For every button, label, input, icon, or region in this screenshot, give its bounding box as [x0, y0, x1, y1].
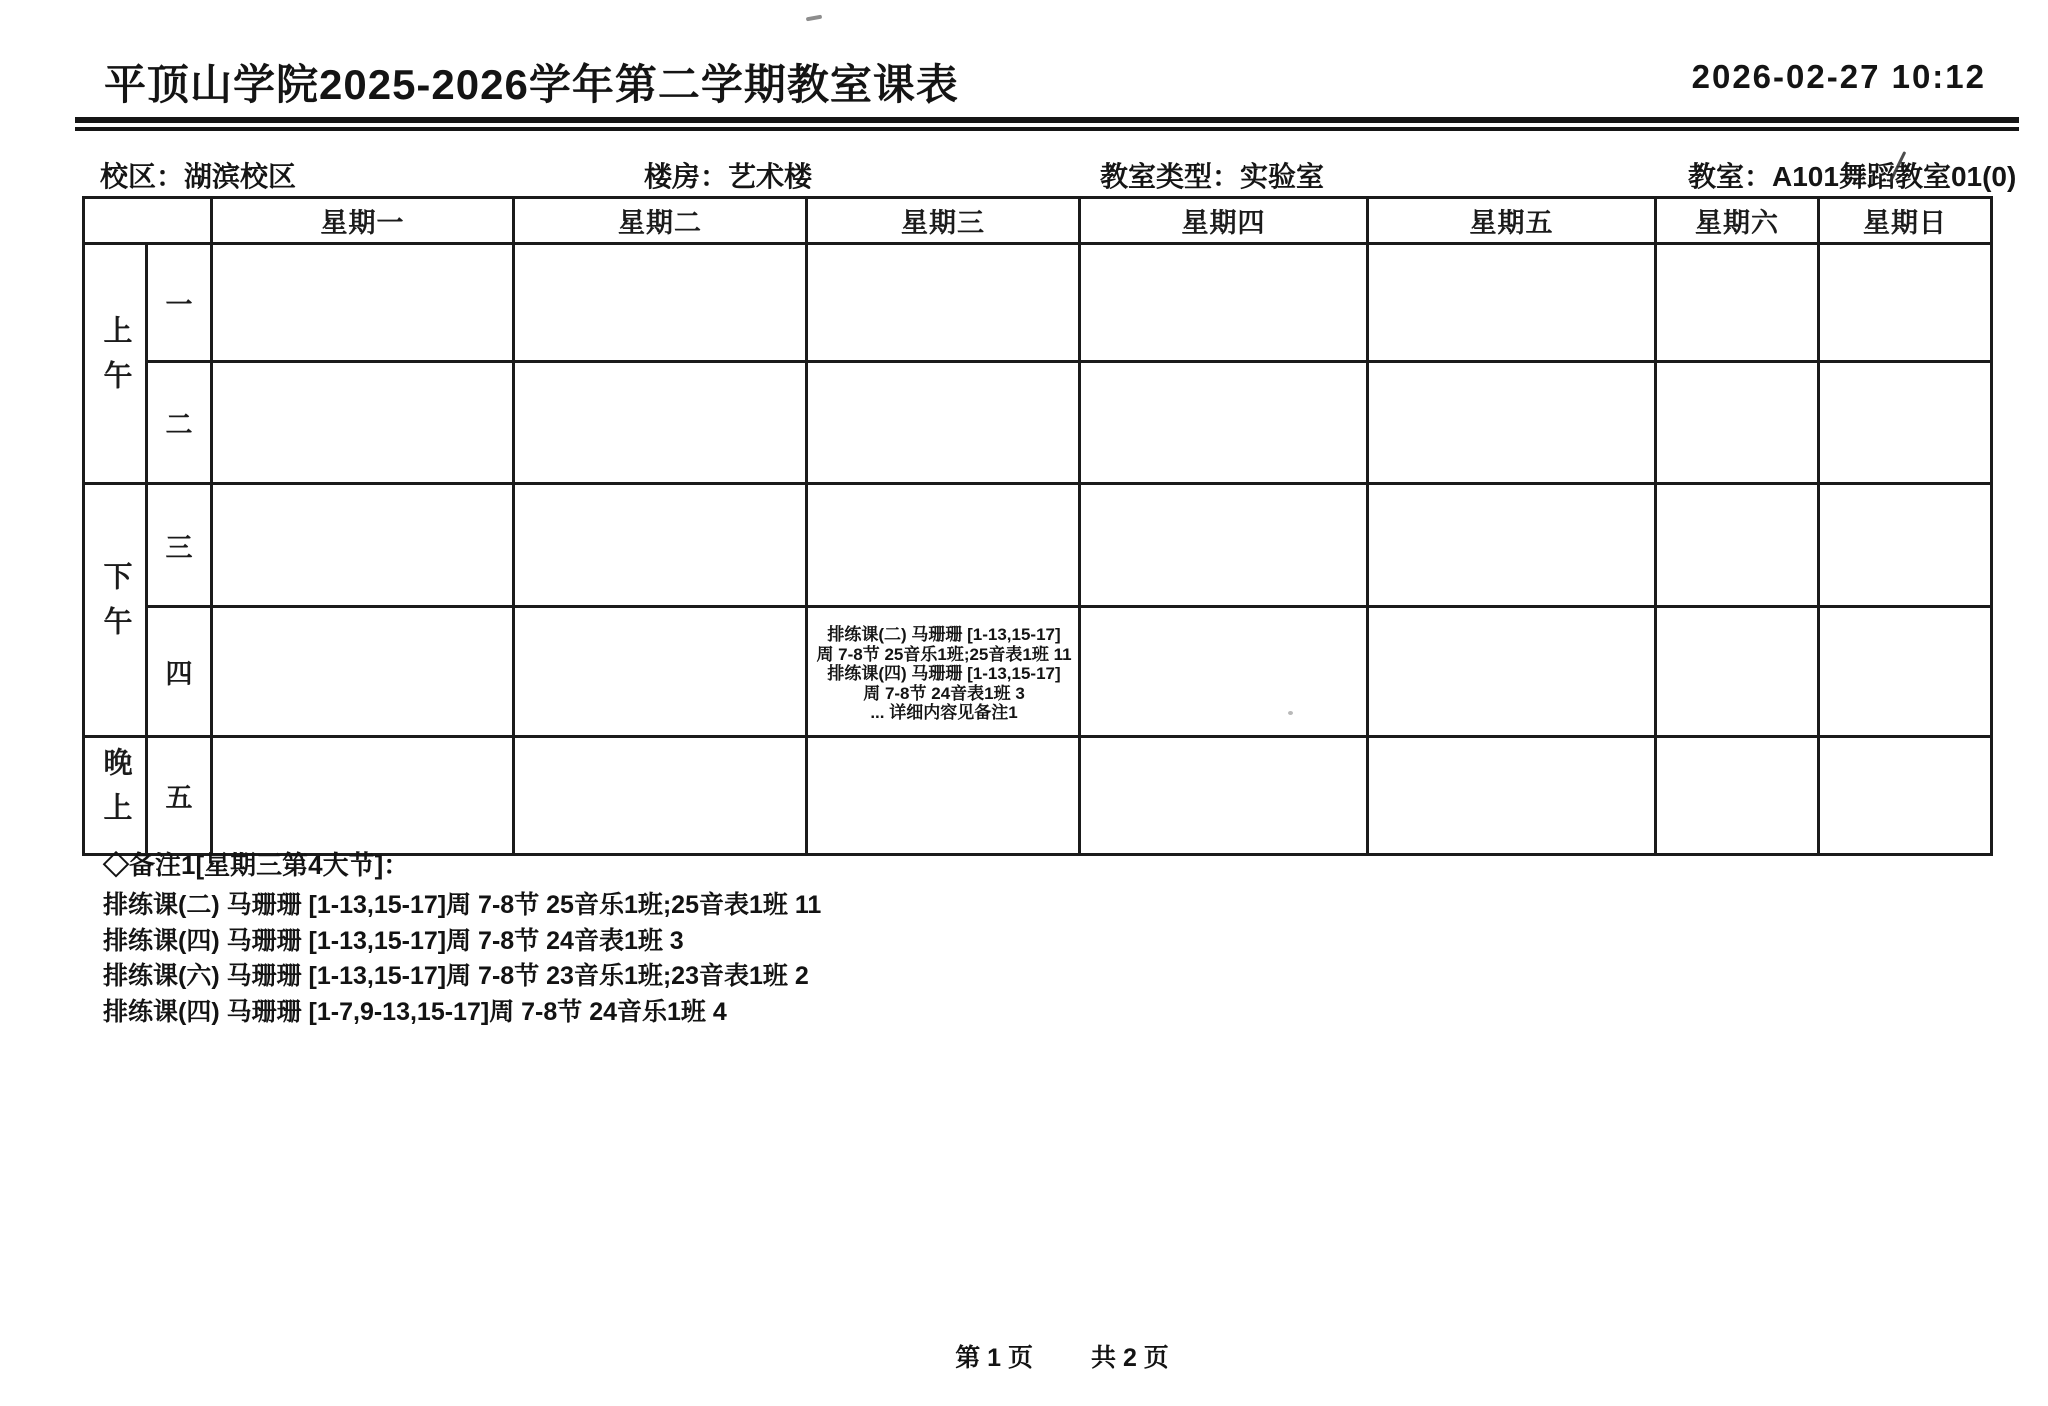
session-group-evening [84, 737, 147, 855]
timetable-row [84, 362, 1992, 484]
timetable-cell [1080, 607, 1368, 737]
timetable-cell [807, 484, 1080, 607]
day-header-sunday: 星期日 [1819, 198, 1992, 244]
remark-line: 排练课(二) 马珊珊 [1-13,15-17]周 7-8节 25音乐1班;25音表1班 11 [103, 891, 822, 919]
timetable-cell [1368, 484, 1656, 607]
room-type-field: 教室类型：实验室 [1100, 161, 1325, 192]
timetable-cell [1656, 737, 1819, 855]
timetable-cell [1656, 484, 1819, 607]
timetable-cell [1656, 607, 1819, 737]
day-header-friday: 星期五 [1368, 198, 1656, 244]
print-timestamp: 2026-02-27 10:12 [1691, 58, 1986, 95]
timetable-cell [1080, 484, 1368, 607]
period-label-2: 二 [147, 362, 212, 484]
timetable-cell [514, 737, 807, 855]
timetable-cell [514, 607, 807, 737]
timetable-cell [1080, 244, 1368, 362]
day-header-thursday: 星期四 [1080, 198, 1368, 244]
title-divider-rule [75, 117, 2019, 131]
day-header-monday: 星期一 [212, 198, 514, 244]
day-header-saturday: 星期六 [1656, 198, 1819, 244]
timetable-cell [212, 607, 514, 737]
session-group-morning [84, 244, 147, 484]
timetable-cell [807, 737, 1080, 855]
timetable-cell [212, 244, 514, 362]
timetable-grid [82, 196, 1993, 856]
remark-line: 排练课(四) 马珊珊 [1-13,15-17]周 7-8节 24音表1班 3 [103, 926, 684, 955]
timetable-cell [1368, 244, 1656, 362]
current-page-indicator: 第 1 页 [955, 1344, 1033, 1372]
session-group-label: 下午 [99, 561, 132, 651]
session-group-afternoon [84, 484, 147, 737]
scan-artifact-dash [806, 15, 822, 22]
schedule-entry-line: 排练课(四) 马珊珊 [1-13,15-17] [827, 664, 1061, 684]
scan-artifact-dot [1288, 711, 1293, 715]
timetable-cell [1368, 607, 1656, 737]
timetable-cell [212, 362, 514, 484]
campus-field: 校区：湖滨校区 [100, 161, 297, 192]
schedule-entry-cell-wed-4 [807, 607, 1080, 737]
period-label-5: 五 [147, 737, 212, 855]
timetable-cell [514, 244, 807, 362]
timetable-cell [807, 244, 1080, 362]
schedule-entry-line: 排练课(二) 马珊珊 [1-13,15-17] [827, 625, 1061, 645]
period-label-4: 四 [147, 607, 212, 737]
corner-cell [84, 198, 212, 244]
timetable-cell [1819, 737, 1992, 855]
timetable-cell [807, 362, 1080, 484]
timetable-cell [514, 362, 807, 484]
timetable-cell [212, 737, 514, 855]
timetable-cell [212, 484, 514, 607]
timetable-cell [1819, 244, 1992, 362]
remark-line: 排练课(六) 马珊珊 [1-13,15-17]周 7-8节 23音乐1班;23音表1班 2 [103, 962, 809, 990]
schedule-entry-line: 周 7-8节 24音表1班 3 [863, 683, 1025, 703]
remarks-heading: ◇备注1[星期三第4大节]： [103, 850, 410, 880]
timetable-cell [1656, 244, 1819, 362]
schedule-entry-line: 周 7-8节 25音乐1班;25音表1班 11 [816, 644, 1072, 664]
timetable-cell [514, 484, 807, 607]
timetable-cell [1368, 362, 1656, 484]
total-pages-indicator: 共 2 页 [1091, 1344, 1169, 1372]
day-header-wednesday: 星期三 [807, 198, 1080, 244]
day-header-tuesday: 星期二 [514, 198, 807, 244]
remarks-section [103, 845, 821, 1030]
timetable-cell [1819, 362, 1992, 484]
building-field: 楼房：艺术楼 [644, 161, 813, 192]
timetable-cell [1080, 737, 1368, 855]
timetable-cell [1819, 484, 1992, 607]
schedule-entry-line: ... 详细内容见备注1 [870, 703, 1018, 723]
timetable-cell [1080, 362, 1368, 484]
page-title: 平顶山学院2025-2026学年第二学期教室课表 [104, 61, 959, 108]
remark-line: 排练课(四) 马珊珊 [1-7,9-13,15-17]周 7-8节 24音乐1班 4 [103, 997, 727, 1026]
room-field: 教室：A101舞蹈教室01(0) [1688, 161, 2017, 192]
classroom-info-row [0, 155, 2048, 195]
timetable-cell [1368, 737, 1656, 855]
timetable-row [84, 244, 1992, 362]
period-label-1: 一 [147, 244, 212, 362]
timetable-cell [1819, 607, 1992, 737]
timetable-row [84, 484, 1992, 607]
period-label-3: 三 [147, 484, 212, 607]
timetable-row [84, 607, 1992, 737]
timetable-cell [1656, 362, 1819, 484]
page-footer [955, 1338, 1169, 1374]
session-group-label: 晚上 [99, 746, 132, 837]
session-group-label: 上午 [99, 314, 132, 405]
timetable-row [84, 737, 1992, 855]
timetable-header-row [84, 198, 1992, 244]
